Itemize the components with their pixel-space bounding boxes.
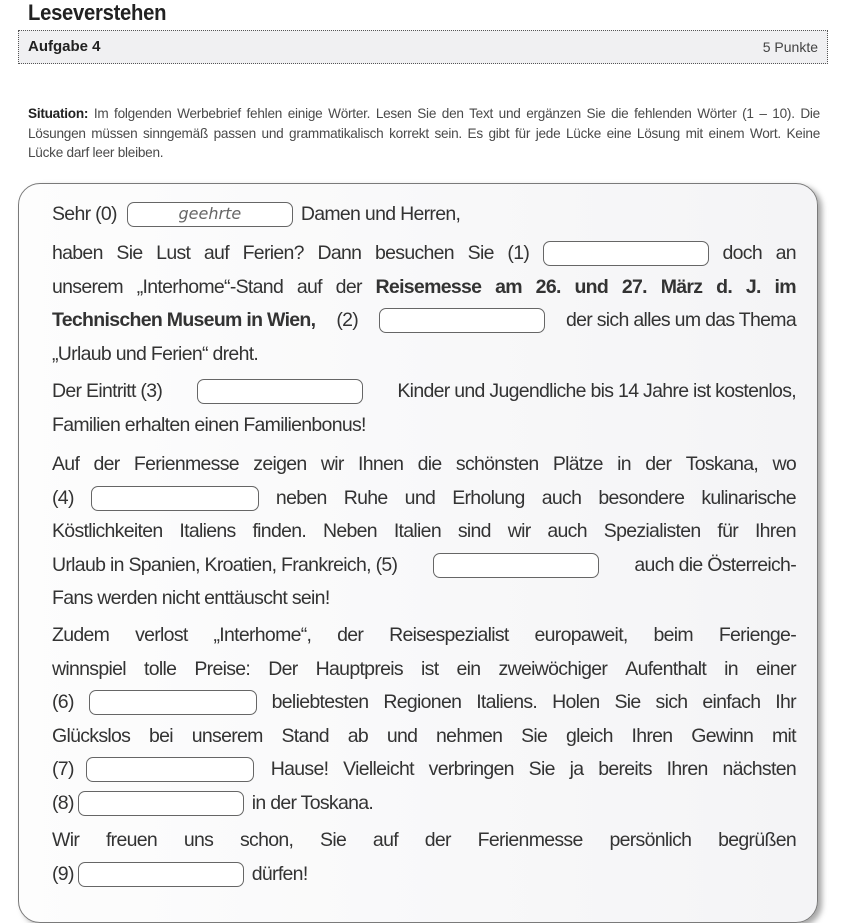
word: zeigen	[253, 453, 307, 475]
word: auf	[372, 829, 398, 851]
word: Hauptpreis	[315, 657, 403, 680]
word: Wir	[52, 829, 80, 851]
word: Ferien?	[242, 242, 304, 264]
word: Ihr	[775, 691, 796, 713]
word: nehmen	[436, 724, 503, 747]
task-points: 5 Punkte	[762, 39, 818, 55]
gap-1-input[interactable]	[543, 241, 709, 266]
word: Zudem	[52, 624, 110, 646]
word-bold: 27.	[621, 275, 647, 298]
word: sich	[655, 691, 688, 713]
word: Neben	[322, 520, 377, 542]
word: Sie	[467, 242, 494, 264]
word: gleich	[565, 724, 613, 747]
word: Regionen	[383, 691, 462, 713]
word: der	[645, 453, 672, 475]
word: Ruhe	[343, 486, 388, 509]
word: einfach	[702, 691, 761, 713]
task-header-bar	[18, 30, 828, 64]
situation-instructions	[28, 104, 820, 163]
word-bold: und	[574, 275, 609, 298]
gap-number: (9)	[52, 862, 74, 885]
word: Ferienge-	[718, 624, 796, 646]
word-bold: J.	[745, 275, 761, 298]
word: sind	[457, 520, 491, 542]
word: Ihren	[754, 520, 796, 542]
word: freuen	[105, 829, 158, 851]
text-segment: Sehr (0)	[52, 203, 117, 225]
word: wo	[772, 453, 796, 475]
word: Holen	[552, 691, 600, 713]
word: Reisespezialist	[389, 624, 509, 646]
gap-2-input[interactable]	[379, 308, 545, 333]
letter-paragraph-5	[52, 619, 796, 820]
word: beliebtesten	[271, 691, 369, 713]
word: winnspiel	[52, 657, 126, 680]
situation-label: Situation:	[28, 106, 89, 121]
section-title: Leseverstehen	[28, 0, 167, 25]
word: Ferienmesse	[477, 829, 583, 851]
word: „Interhome“-Stand	[136, 275, 284, 298]
text-segment: Hause! Vielleicht verbringen Sie ja bereits Ihren nächsten	[270, 758, 796, 780]
word: Dann	[317, 242, 362, 264]
text-segment: der sich alles um das Thema	[565, 309, 796, 331]
word: Lust	[156, 242, 191, 264]
word: finden.	[252, 520, 307, 542]
word: der	[337, 624, 364, 646]
word: unserem	[52, 275, 123, 298]
word: der	[335, 275, 362, 298]
word: und	[404, 486, 436, 509]
gap-5-input[interactable]	[433, 553, 599, 578]
letter-paragraph-4	[52, 448, 796, 616]
word: wir	[320, 453, 344, 475]
word: Preise:	[194, 657, 251, 680]
word: für	[717, 520, 739, 542]
word: Glückslos	[52, 724, 131, 747]
word: Sie	[521, 724, 548, 747]
word: Erholung	[452, 486, 525, 509]
word: haben	[52, 242, 103, 264]
gap-0-example: geehrte	[127, 202, 293, 227]
word: tolle	[144, 657, 177, 680]
text-segment: „Urlaub und Ferien“ dreht.	[52, 342, 259, 365]
word: begrüßen	[718, 829, 796, 851]
text-segment: dürfen!	[251, 862, 308, 885]
word: Italien	[393, 520, 441, 542]
word: auf	[203, 242, 229, 264]
word-bold: März	[660, 275, 703, 298]
word: die	[417, 453, 442, 475]
word: neben	[275, 486, 327, 509]
word-bold: Reisemesse	[375, 275, 482, 298]
word: wir	[507, 520, 531, 542]
word: unserem	[191, 724, 263, 747]
word: Spezialisten	[603, 520, 701, 542]
letter-paragraph-6	[52, 824, 796, 891]
word: in	[617, 453, 631, 475]
text-segment: in der Toskana.	[251, 791, 374, 814]
letter-paragraph-1	[52, 198, 796, 232]
gap-number: (6)	[52, 691, 74, 713]
word-bold: 26.	[535, 275, 561, 298]
gap-8-input[interactable]	[78, 791, 244, 816]
word: Plätze	[552, 453, 603, 475]
word: (1)	[507, 242, 530, 264]
word-bold: d.	[716, 275, 733, 298]
word: schönsten	[455, 453, 539, 475]
gap-4-input[interactable]	[91, 486, 259, 511]
word: Ihren	[631, 724, 673, 747]
word: Italiens.	[476, 691, 538, 713]
word: auf	[296, 275, 322, 298]
word: ab	[347, 724, 369, 747]
word: mit	[771, 724, 796, 747]
word: doch	[722, 242, 762, 264]
gap-number: (2)	[336, 309, 359, 331]
word: und	[386, 724, 418, 747]
word: in	[724, 657, 738, 680]
word: besuchen	[374, 242, 454, 264]
word: Sie	[614, 691, 641, 713]
word: Ihnen	[358, 453, 404, 475]
gap-9-input[interactable]	[78, 862, 244, 887]
word: „Interhome“,	[213, 624, 312, 646]
word: Stand	[281, 724, 329, 747]
word: zweiwöchiger	[498, 657, 608, 680]
word: Sie	[320, 829, 347, 851]
gap-number: (4)	[52, 486, 74, 509]
text-segment: Damen und Herren,	[300, 203, 461, 225]
word: kulinarische	[701, 486, 796, 509]
task-label: Aufgabe 4	[28, 38, 101, 55]
word: persönlich	[609, 829, 692, 851]
word: Köstlichkeiten	[52, 520, 163, 542]
letter-paragraph-2	[52, 237, 796, 371]
word: Auf	[52, 453, 80, 475]
text-segment: Urlaub in Spanien, Kroatien, Frankreich, (5)	[52, 553, 398, 576]
word: auch	[541, 486, 582, 509]
word: an	[775, 242, 796, 264]
text-segment: Der Eintritt (3)	[52, 380, 163, 402]
word: ist	[421, 657, 439, 680]
word: bei	[149, 724, 173, 747]
word: Aufenthalt	[625, 657, 707, 680]
word: verlost	[135, 624, 188, 646]
word: Italiens	[179, 520, 236, 542]
letter-paragraph-3	[52, 375, 796, 442]
word: besondere	[598, 486, 685, 509]
word: Der	[268, 657, 298, 680]
word: ein	[456, 657, 481, 680]
word: beim	[653, 624, 693, 646]
gap-3-input[interactable]	[197, 379, 363, 404]
word: der	[424, 829, 451, 851]
word-bold: am	[495, 275, 522, 298]
gap-7-input[interactable]	[86, 757, 254, 782]
text-segment: auch die Österreich-	[634, 553, 796, 576]
word: auch	[547, 520, 587, 542]
word-bold: im	[774, 275, 796, 298]
word: Gewinn	[691, 724, 754, 747]
word: der	[93, 453, 120, 475]
word: Sie	[116, 242, 143, 264]
word: uns	[183, 829, 214, 851]
text-segment: Kinder und Jugendliche bis 14 Jahre ist kostenlos,	[397, 380, 796, 402]
gap-number: (7)	[52, 758, 74, 780]
gap-6-input[interactable]	[89, 690, 257, 715]
word: Ferienmesse	[133, 453, 239, 475]
word: schon,	[239, 829, 294, 851]
word: einer	[756, 657, 796, 680]
word: Toskana,	[685, 453, 759, 475]
gap-number: (8)	[52, 791, 74, 814]
word: europaweit,	[534, 624, 628, 646]
text-bold: Technischen Museum in Wien,	[52, 309, 316, 331]
text-segment: Familien erhalten einen Familienbonus!	[52, 413, 366, 436]
situation-text: Im folgenden Werbebrief fehlen einige Wörter. Lesen Sie den Text und ergänzen Sie die fehlenden Wörter (1 – 10). Die Lösungen müssen sinngemäß passen und grammatikalisch korrekt sein. Es gibt für jede Lücke eine Lösung mit einem Wort. Keine Lücke darf leer bleiben.	[28, 106, 820, 160]
text-segment: Fans werden nicht enttäuscht sein!	[52, 587, 330, 609]
